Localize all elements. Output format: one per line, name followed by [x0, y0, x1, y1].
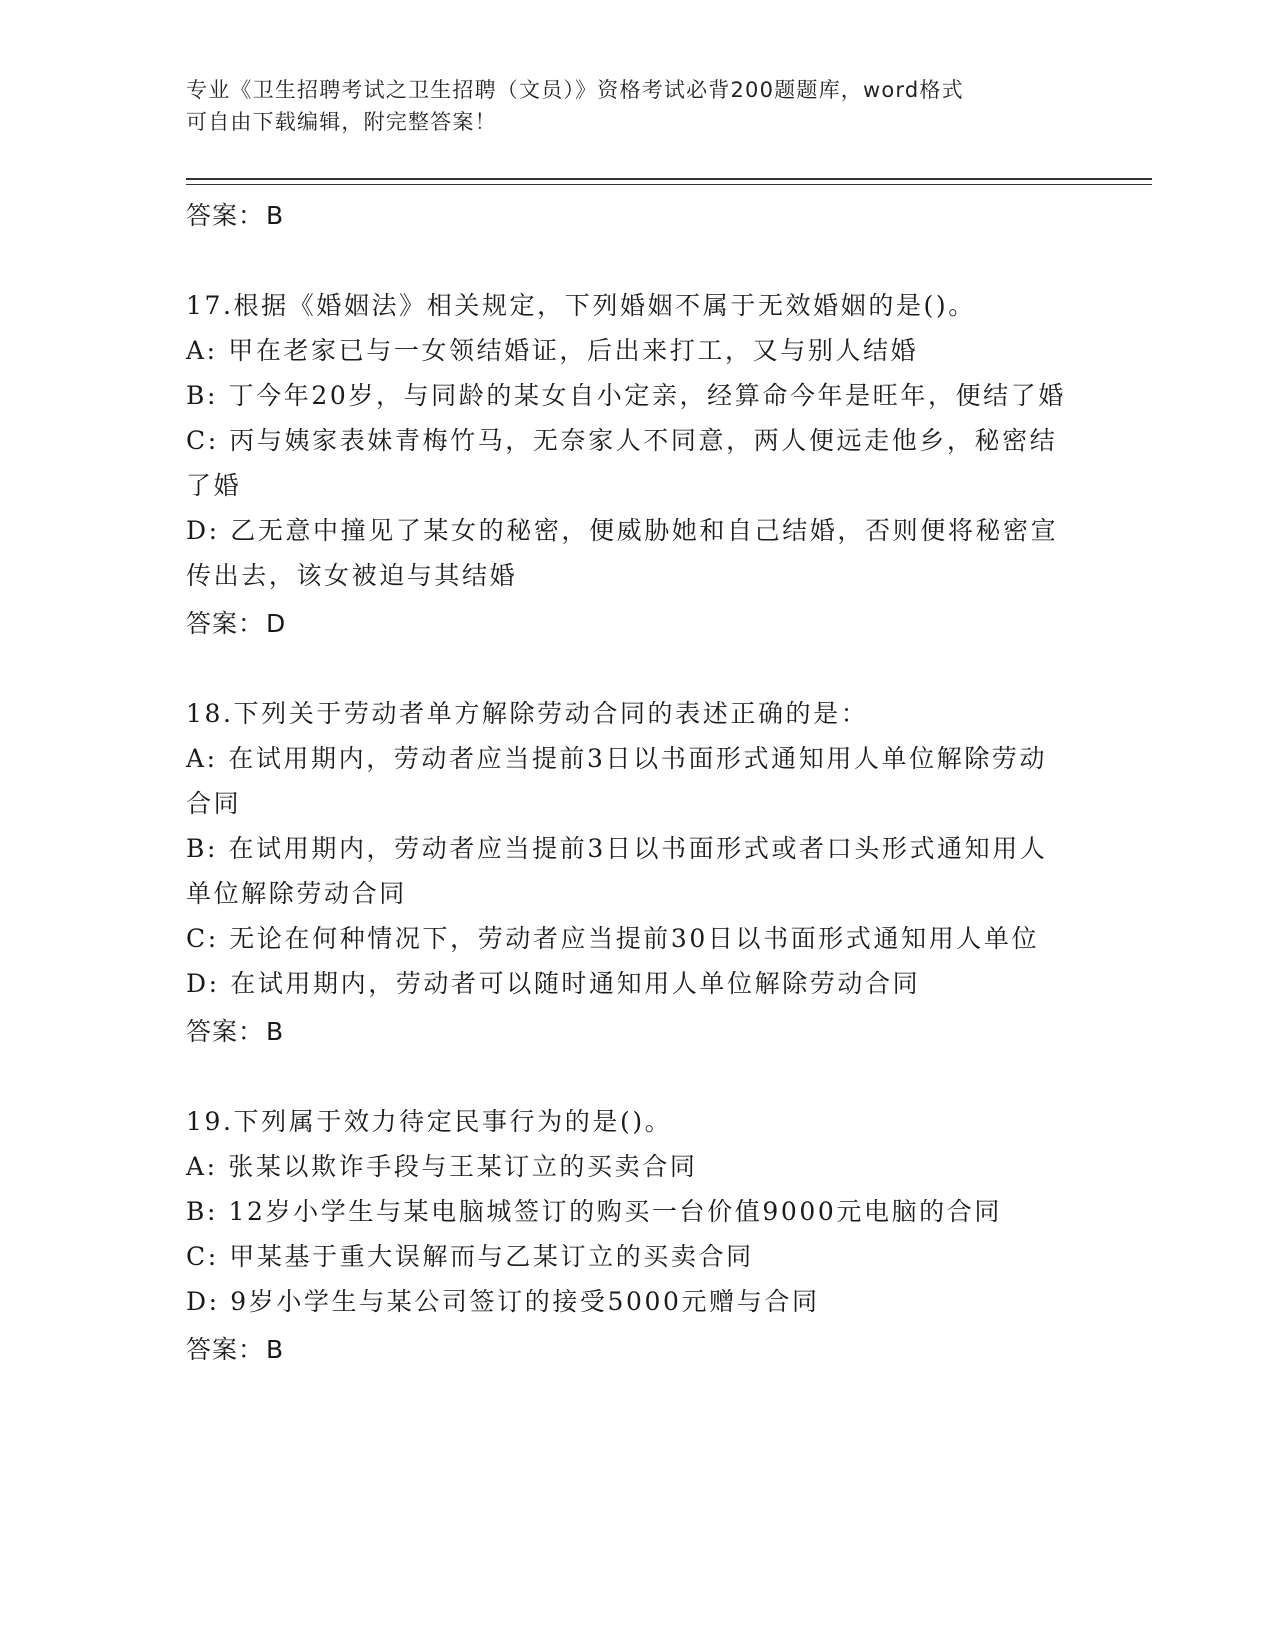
- option-c: C: 无论在何种情况下，劳动者应当提前30日以书面形式通知用人单位: [186, 924, 1040, 953]
- option-b: B: 12岁小学生与某电脑城签订的购买一台价值9000元电脑的合同: [186, 1197, 1002, 1226]
- option-c: C: 甲某基于重大误解而与乙某订立的买卖合同: [186, 1242, 754, 1271]
- question-answer: [186, 1327, 1066, 1372]
- answer-value: B: [266, 1335, 285, 1364]
- spacer: [186, 238, 1066, 283]
- document-body: [186, 190, 1066, 1372]
- header-divider-thin: [186, 184, 1152, 185]
- answer-label: 答案：: [186, 1017, 265, 1046]
- option-d: D: 在试用期内，劳动者可以随时通知用人单位解除劳动合同: [186, 969, 921, 998]
- answer-label: 答案：: [186, 201, 265, 230]
- question-answer: [186, 1009, 1066, 1054]
- option-a: A: 甲在老家已与一女领结婚证，后出来打工，又与别人结婚: [186, 336, 919, 365]
- question-stem: 17.根据《婚姻法》相关规定，下列婚姻不属于无效婚姻的是()。: [186, 291, 976, 320]
- spacer: [186, 1054, 1066, 1099]
- header-divider-thick: [186, 178, 1152, 180]
- option-d: D: 9岁小学生与某公司签订的接受5000元赠与合同: [186, 1287, 820, 1316]
- answer-label: 答案：: [186, 609, 265, 638]
- option-a: A: 在试用期内，劳动者应当提前3日以书面形式通知用人单位解除劳动合同: [186, 744, 1048, 818]
- option-b: B: 丁今年20岁，与同龄的某女自小定亲，经算命今年是旺年，便结了婚: [186, 381, 1066, 410]
- option-b: B: 在试用期内，劳动者应当提前3日以书面形式或者口头形式通知用人单位解除劳动合同: [186, 834, 1048, 908]
- answer-value: B: [266, 1017, 285, 1046]
- question-17: [186, 283, 1066, 646]
- question-19: [186, 1099, 1066, 1372]
- header-line-1: 专业《卫生招聘考试之卫生招聘（文员）》资格考试必背200题题库，word格式: [186, 78, 964, 102]
- option-a: A: 张某以欺诈手段与王某订立的买卖合同: [186, 1152, 698, 1181]
- option-d: D: 乙无意中撞见了某女的秘密，便威胁她和自己结婚，否则便将秘密宣传出去，该女被迫与其结婚: [186, 516, 1059, 590]
- header-line-2: 可自由下载编辑，附完整答案！: [186, 110, 497, 134]
- question-18: [186, 691, 1066, 1054]
- previous-answer: [186, 193, 1066, 238]
- document-header: [186, 74, 1066, 138]
- question-answer: [186, 601, 1066, 646]
- question-stem: 18.下列关于劳动者单方解除劳动合同的表述正确的是：: [186, 699, 869, 728]
- option-c: C: 丙与姨家表妹青梅竹马，无奈家人不同意，两人便远走他乡，秘密结了婚: [186, 426, 1058, 500]
- question-stem: 19.下列属于效力待定民事行为的是()。: [186, 1107, 673, 1136]
- answer-value: B: [266, 201, 285, 230]
- answer-value: D: [266, 609, 287, 638]
- spacer: [186, 646, 1066, 691]
- answer-label: 答案：: [186, 1335, 265, 1364]
